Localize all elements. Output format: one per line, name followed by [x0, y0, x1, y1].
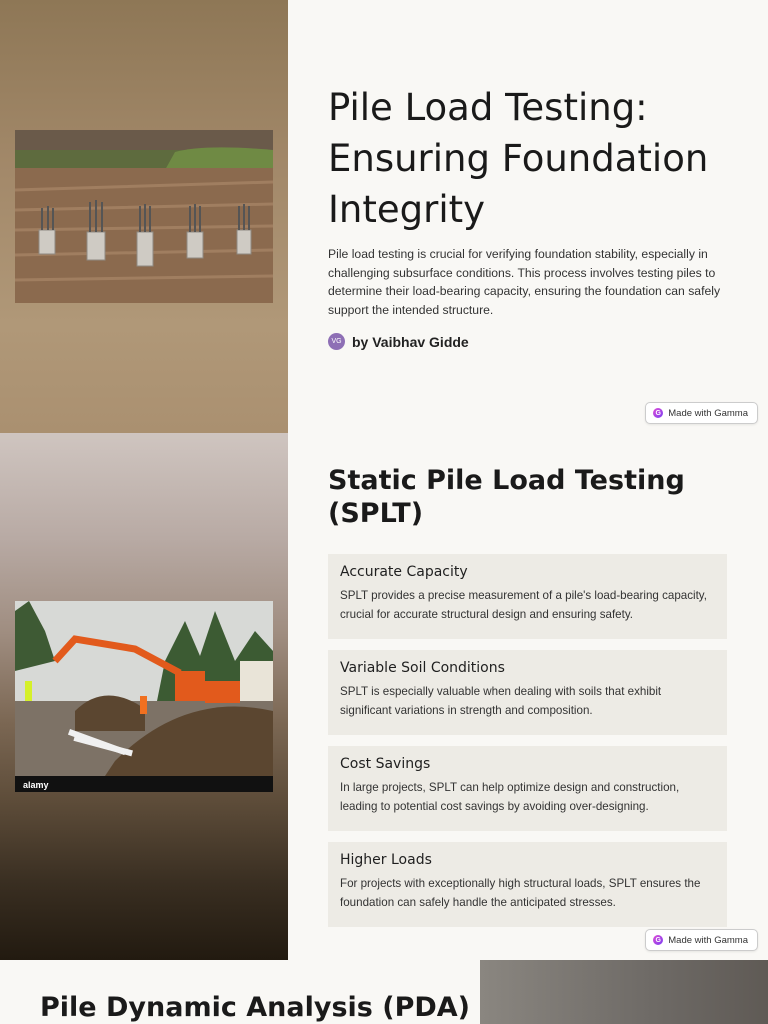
card-higher-loads [328, 842, 727, 927]
card-body: In large projects, SPLT can help optimize design and construction, leading to potential cost savings by avoiding over-designing. [340, 781, 680, 813]
intro-paragraph: Pile load testing is crucial for verifying foundation stability, especially in challenging subsurface conditions. This process involves testing piles to determine their load-bearing capacity, ensuring the foundation can safely support the intended structure. [328, 247, 721, 317]
card-title: Variable Soil Conditions [340, 660, 505, 676]
slide-3-image [480, 960, 768, 1024]
made-with-gamma-button[interactable] [645, 929, 758, 951]
slide-3 [0, 960, 768, 1024]
card-body: For projects with exceptionally high structural loads, SPLT ensures the foundation can safely handle the anticipated stresses. [340, 877, 701, 909]
card-accurate-capacity [328, 554, 727, 639]
slide-1-background [0, 0, 288, 433]
slide-2 [0, 433, 768, 960]
badge-label: Made with Gamma [668, 407, 748, 419]
author-byline [328, 333, 469, 350]
author-name: by Vaibhav Gidde [352, 333, 469, 350]
section-title: Pile Dynamic Analysis (PDA) [40, 992, 471, 1023]
card-title: Accurate Capacity [340, 564, 468, 580]
gamma-logo-icon: G [653, 408, 663, 418]
slide-2-content [288, 433, 768, 960]
pile-foundation-photo [15, 130, 273, 303]
card-variable-soil [328, 650, 727, 735]
card-cost-savings [328, 746, 727, 831]
page-title: Pile Load Testing: Ensuring Foundation Integrity [328, 86, 709, 231]
slide-1-content [288, 0, 768, 433]
avatar: VG [328, 333, 345, 350]
card-body: SPLT provides a precise measurement of a pile's load-bearing capacity, crucial for accurate structural design and ensuring safety. [340, 589, 707, 621]
card-title: Higher Loads [340, 852, 432, 868]
slide-2-background [0, 433, 288, 960]
card-title: Cost Savings [340, 756, 431, 772]
card-body: SPLT is especially valuable when dealing with soils that exhibit significant variations in strength and composition. [340, 685, 662, 717]
section-title: Static Pile Load Testing (SPLT) [328, 465, 685, 529]
made-with-gamma-button[interactable] [645, 402, 758, 424]
excavator-site-photo [15, 601, 273, 792]
badge-label: Made with Gamma [668, 934, 748, 946]
slide-1 [0, 0, 768, 433]
gamma-logo-icon: G [653, 935, 663, 945]
alamy-watermark: alamy [23, 780, 49, 790]
